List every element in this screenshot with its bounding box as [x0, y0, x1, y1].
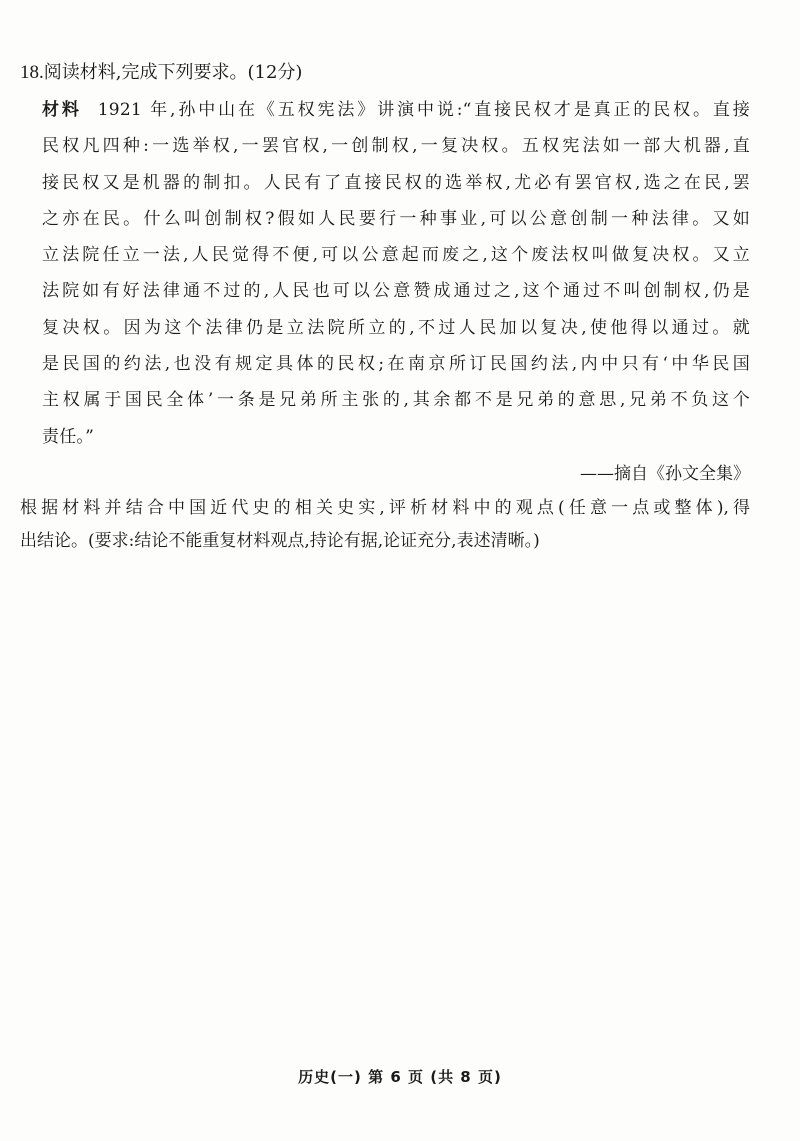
material-line: 责任。”: [42, 426, 94, 447]
material-line: 立法院任立一法,人民觉得不便,可以公意起而废之,这个废法权叫做复决权。又立: [42, 245, 750, 266]
material-source: ——摘自《孙文全集》: [580, 463, 750, 484]
material-line: 主权属于国民全体’一条是兄弟所主张的,其余都不是兄弟的意思,兄弟不负这个: [42, 390, 750, 411]
material-line: 接民权又是机器的制扣。人民有了直接民权的选举权,尤必有罢官权,选之在民,罢: [42, 172, 750, 193]
material-label: 材料: [42, 100, 82, 120]
material-line: 之亦在民。什么叫创制权?假如人民要行一种事业,可以公意创制一种法律。又如: [42, 208, 750, 229]
prompt-line: 出结论。(要求:结论不能重复材料观点,持论有据,论证充分,表述清晰。): [20, 530, 540, 551]
question-prompt: [20, 492, 750, 558]
material-line: 法院如有好法律通不过的,人民也可以公意赞成通过之,这个通过不叫创制权,仍是: [42, 281, 750, 302]
page-footer: 历史(一) 第 6 页 (共 8 页): [298, 1068, 502, 1086]
material-block: [20, 92, 750, 492]
question-instruction: 阅读材料,完成下列要求。(12分): [43, 62, 303, 83]
material-line: 是民国的约法,也没有规定具体的民权;在南京所订民国约法,内中只有‘中华民国: [42, 354, 750, 375]
question-number: 18.: [20, 62, 44, 83]
material-line: 复决权。因为这个法律仍是立法院所立的,不过人民加以复决,使他得以通过。就: [42, 317, 750, 338]
material-line-text: 1921 年,孙中山在《五权宪法》讲演中说:“直接民权才是真正的民权。直接: [97, 100, 750, 120]
material-line: [42, 92, 750, 128]
question-header: [20, 58, 750, 88]
prompt-line: 根据材料并结合中国近代史的相关史实,评析材料中的观点(任意一点或整体),得: [20, 497, 750, 518]
question-18: [20, 58, 750, 558]
material-line: 民权凡四种:一选举权,一罢官权,一创制权,一复决权。五权宪法如一部大机器,直: [42, 136, 750, 157]
